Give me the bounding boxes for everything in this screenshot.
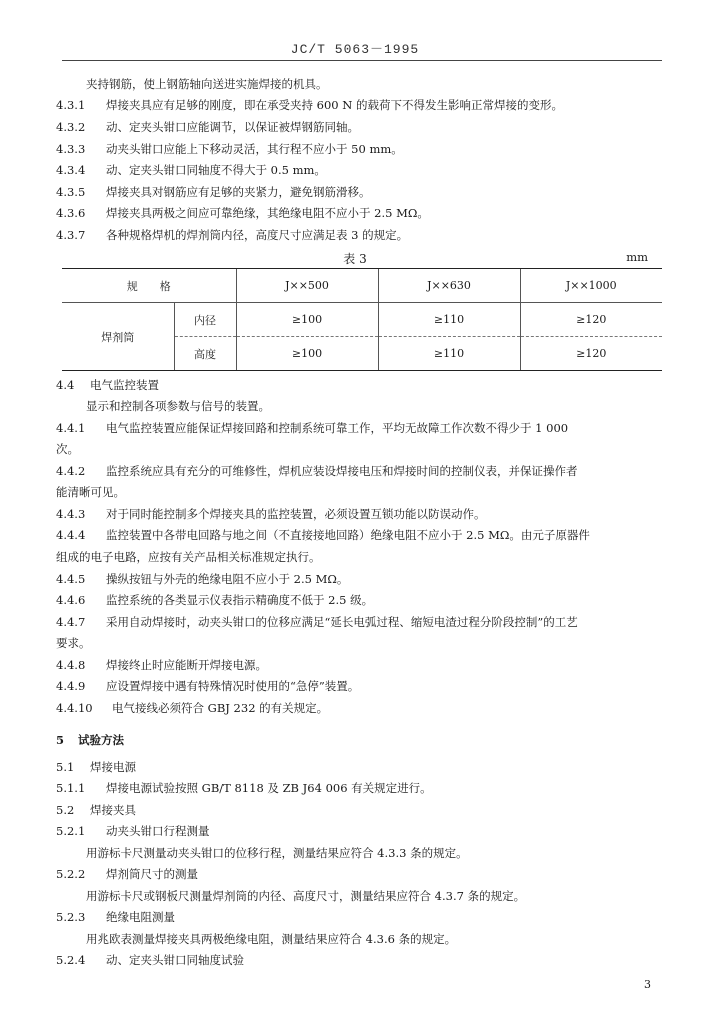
clause-number: 4.4.5 [56, 572, 86, 586]
clause-text-cont: 组成的电子电路，应按有关产品相关标准规定执行。 [56, 550, 321, 564]
clause-number: 4.4.8 [56, 658, 86, 672]
clause-number: 5.2.1 [56, 824, 86, 838]
table-cell: ≥100 [236, 337, 378, 371]
header-rule [62, 60, 662, 61]
clause-body: 用兆欧表测量焊接夹具两极绝缘电阻，测量结果应符合 4.3.6 条的规定。 [86, 932, 457, 946]
clause-number: 5.2.2 [56, 867, 86, 881]
standard-header: JC/T 5063－1995 [290, 42, 420, 57]
table-cell: ≥100 [236, 303, 378, 337]
clause-text: 采用自动焊接时，动夹头钳口的位移应满足“延长电弧过程、缩短电渣过程分阶段控制”的工艺 [106, 615, 578, 629]
table-cell: ≥120 [520, 337, 662, 371]
clause-text: 焊接夹具两极之间应可靠绝缘，其绝缘电阻不应小于 2.5 MΩ。 [106, 206, 429, 220]
table-row-label: 高度 [174, 337, 236, 371]
clause-text: 绝缘电阻测量 [106, 910, 175, 924]
clause-number: 5.2 [56, 803, 75, 817]
clause-number: 4.3.4 [56, 163, 86, 177]
table-caption: 表 3 [343, 252, 367, 266]
section-intro: 显示和控制各项参数与信号的装置。 [86, 399, 270, 413]
table-row [62, 303, 662, 337]
table-cell: ≥110 [378, 303, 520, 337]
table-cell: ≥120 [520, 303, 662, 337]
clause-number: 4.3.2 [56, 120, 86, 134]
clause-text: 监控系统的各类显示仪表指示精确度不低于 2.5 级。 [106, 593, 374, 607]
section-title: 电气监控装置 [90, 378, 159, 392]
clause-text-cont: 次。 [56, 442, 79, 456]
clause-text: 对于同时能控制多个焊接夹具的监控装置，必须设置互锁功能以防误动作。 [106, 507, 486, 521]
continuation-line: 夹持钢筋，使上钢筋轴向送进实施焊接的机具。 [86, 77, 328, 91]
clause-number: 4.3.7 [56, 228, 86, 242]
clause-number: 5.1 [56, 760, 75, 774]
table-row-label: 内径 [174, 303, 236, 337]
clause-text: 电气监控装置应能保证焊接回路和控制系统可靠工作，平均无故障工作次数不得少于 1 000 [106, 421, 569, 435]
clause-text: 监控系统应具有充分的可维修性，焊机应装设焊接电压和焊接时间的控制仪表，并保证操作者 [106, 464, 578, 478]
clause-text: 焊接终止时应能断开焊接电源。 [106, 658, 267, 672]
clause-text-cont: 要求。 [56, 636, 91, 650]
clause-number: 4.4.4 [56, 528, 86, 542]
clause-number: 4.4.3 [56, 507, 86, 521]
section-title: 试验方法 [78, 733, 124, 747]
clause-text: 动、定夹头钳口应能调节，以保证被焊钢筋同轴。 [106, 120, 359, 134]
clause-text: 应设置焊接中遇有特殊情况时使用的“急停”装置。 [106, 679, 360, 693]
clause-text: 焊接夹具应有足够的刚度，即在承受夹持 600 N 的载荷下不得发生影响正常焊接的变形。 [106, 98, 563, 112]
clause-number: 4.3.6 [56, 206, 86, 220]
clause-number: 4.4.7 [56, 615, 86, 629]
clause-number: 4.4.2 [56, 464, 86, 478]
clause-text: 焊接夹具 [90, 803, 136, 817]
clause-text: 焊接电源 [90, 760, 136, 774]
table-header-col: J××500 [236, 269, 378, 303]
clause-text: 焊剂筒尺寸的测量 [106, 867, 198, 881]
clause-number: 5.1.1 [56, 781, 86, 795]
table-header-col: J××630 [378, 269, 520, 303]
clause-text: 动夹头钳口行程测量 [106, 824, 210, 838]
clause-text: 焊接夹具对钢筋应有足够的夹紧力，避免钢筋滑移。 [106, 185, 371, 199]
clause-number: 4.4.6 [56, 593, 86, 607]
clause-number: 4.3.5 [56, 185, 86, 199]
clause-number: 5.2.4 [56, 953, 86, 967]
clause-number: 4.4.1 [56, 421, 86, 435]
clause-text: 电气接线必须符合 GBJ 232 的有关规定。 [112, 701, 329, 715]
page-number: 3 [644, 978, 651, 991]
clause-text: 监控装置中各带电回路与地之间（不直接接地回路）绝缘电阻不应小于 2.5 MΩ。由元子原器件 [106, 528, 590, 542]
clause-text-cont: 能清晰可见。 [56, 485, 125, 499]
table-header-spec: 规 格 [62, 269, 236, 303]
clause-body: 用游标卡尺或钢板尺测量焊剂筒的内径、高度尺寸，测量结果应符合 4.3.7 条的规定。 [86, 889, 526, 903]
clause-number: 4.4.10 [56, 701, 93, 715]
table-unit: mm [626, 250, 648, 264]
clause-text: 焊接电源试验按照 GB/T 8118 及 ZB J64 006 有关规定进行。 [106, 781, 432, 795]
clause-body: 用游标卡尺测量动夹头钳口的位移行程，测量结果应符合 4.3.3 条的规定。 [86, 846, 468, 860]
table-header-row [62, 269, 662, 303]
clause-text: 各种规格焊机的焊剂筒内径，高度尺寸应满足表 3 的规定。 [106, 228, 409, 242]
spec-table [62, 268, 662, 371]
section-number: 4.4 [56, 378, 75, 392]
clause-number: 4.3.3 [56, 142, 86, 156]
clause-number: 4.3.1 [56, 98, 86, 112]
table-cell: ≥110 [378, 337, 520, 371]
clause-number: 5.2.3 [56, 910, 86, 924]
clause-text: 动、定夹头钳口同轴度试验 [106, 953, 244, 967]
clause-text: 动夹头钳口应能上下移动灵活，其行程不应小于 50 mm。 [106, 142, 403, 156]
clause-text: 操纵按钮与外壳的绝缘电阻不应小于 2.5 MΩ。 [106, 572, 349, 586]
table-header-col: J××1000 [520, 269, 662, 303]
clause-text: 动、定夹头钳口同轴度不得大于 0.5 mm。 [106, 163, 326, 177]
clause-number: 4.4.9 [56, 679, 86, 693]
section-number: 5 [56, 733, 65, 747]
table-row-group: 焊剂筒 [62, 303, 174, 371]
